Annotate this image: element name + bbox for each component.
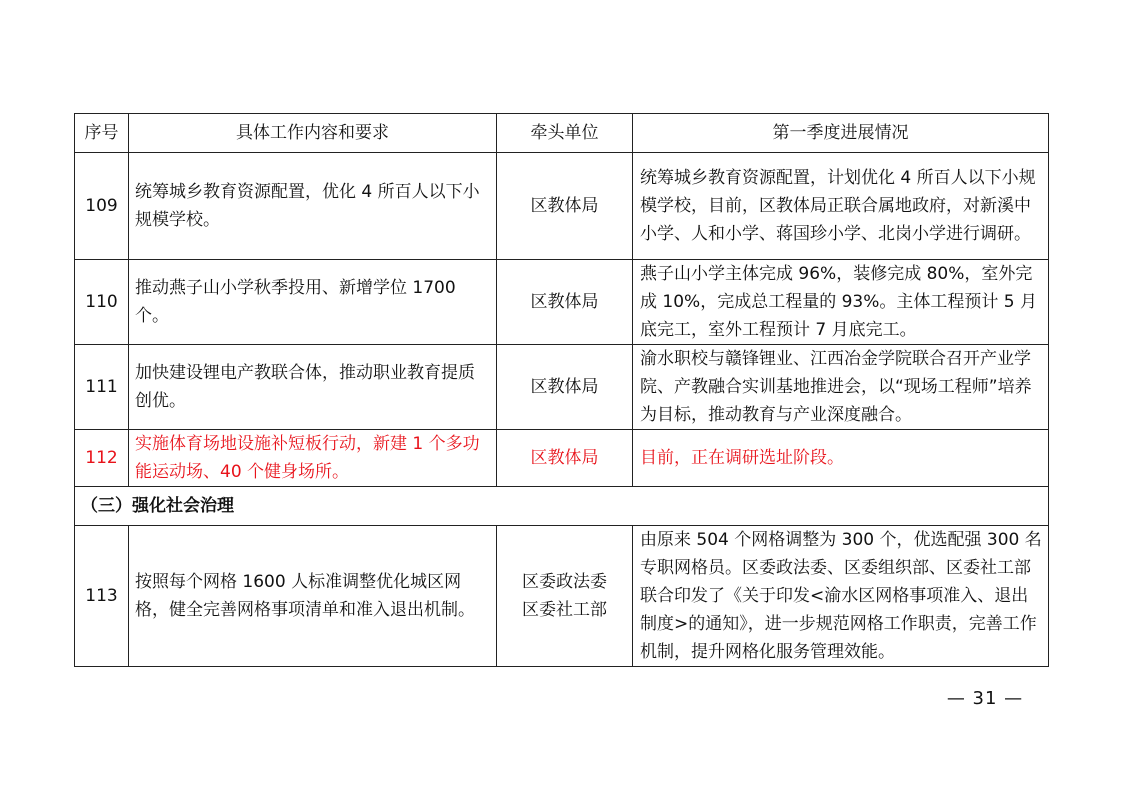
row-dept: 区教体局 (497, 430, 633, 487)
row-dept: 区教体局 (497, 260, 633, 345)
row-content: 推动燕子山小学秋季投用、新增学位 1700 个。 (129, 260, 497, 345)
row-dept (497, 526, 633, 667)
row-content: 按照每个网格 1600 人标准调整优化城区网格，健全完善网格事项清单和准入退出机制。 (129, 526, 497, 667)
row-dept: 区教体局 (497, 345, 633, 430)
table-row (75, 345, 1049, 430)
row-dept-line: 区委社工部 (522, 600, 607, 620)
row-number: 112 (75, 430, 129, 487)
section-heading-row (75, 487, 1049, 526)
work-progress-table (74, 113, 1049, 667)
row-content: 统筹城乡教育资源配置，优化 4 所百人以下小规模学校。 (129, 153, 497, 260)
header-no: 序号 (75, 114, 129, 153)
page-number: — 31 — (946, 688, 1024, 709)
header-content: 具体工作内容和要求 (129, 114, 497, 153)
table-row (75, 260, 1049, 345)
table-row-highlighted (75, 430, 1049, 487)
row-progress: 由原来 504 个网格调整为 300 个，优选配强 300 名专职网格员。区委政法委、区委组织部、区委社工部联合印发了《关于印发<渝水区网格事项准入、退出制度>的通知》，进一步规范网格工作职责，完善工作机制，提升网格化服务管理效能。 (633, 526, 1049, 667)
header-progress: 第一季度进展情况 (633, 114, 1049, 153)
row-progress: 燕子山小学主体完成 96%，装修完成 80%，室外完成 10%，完成总工程量的 93%。主体工程预计 5 月底完工，室外工程预计 7 月底完工。 (633, 260, 1049, 345)
row-content: 加快建设锂电产教联合体，推动职业教育提质创优。 (129, 345, 497, 430)
row-progress: 目前，正在调研选址阶段。 (633, 430, 1049, 487)
row-progress: 渝水职校与赣锋锂业、江西冶金学院联合召开产业学院、产教融合实训基地推进会，以“现场工程师”培养为目标，推动教育与产业深度融合。 (633, 345, 1049, 430)
row-number: 111 (75, 345, 129, 430)
header-dept: 牵头单位 (497, 114, 633, 153)
table-header-row (75, 114, 1049, 153)
row-progress: 统筹城乡教育资源配置，计划优化 4 所百人以下小规模学校，目前，区教体局正联合属地政府，对新溪中小学、人和小学、蒋国珍小学、北岗小学进行调研。 (633, 153, 1049, 260)
row-dept-line: 区委政法委 (522, 572, 607, 592)
row-dept: 区教体局 (497, 153, 633, 260)
section-heading: （三）强化社会治理 (75, 487, 1049, 526)
row-number: 110 (75, 260, 129, 345)
row-number: 109 (75, 153, 129, 260)
row-content: 实施体育场地设施补短板行动，新建 1 个多功能运动场、40 个健身场所。 (129, 430, 497, 487)
row-number: 113 (75, 526, 129, 667)
table-row (75, 526, 1049, 667)
table-row (75, 153, 1049, 260)
